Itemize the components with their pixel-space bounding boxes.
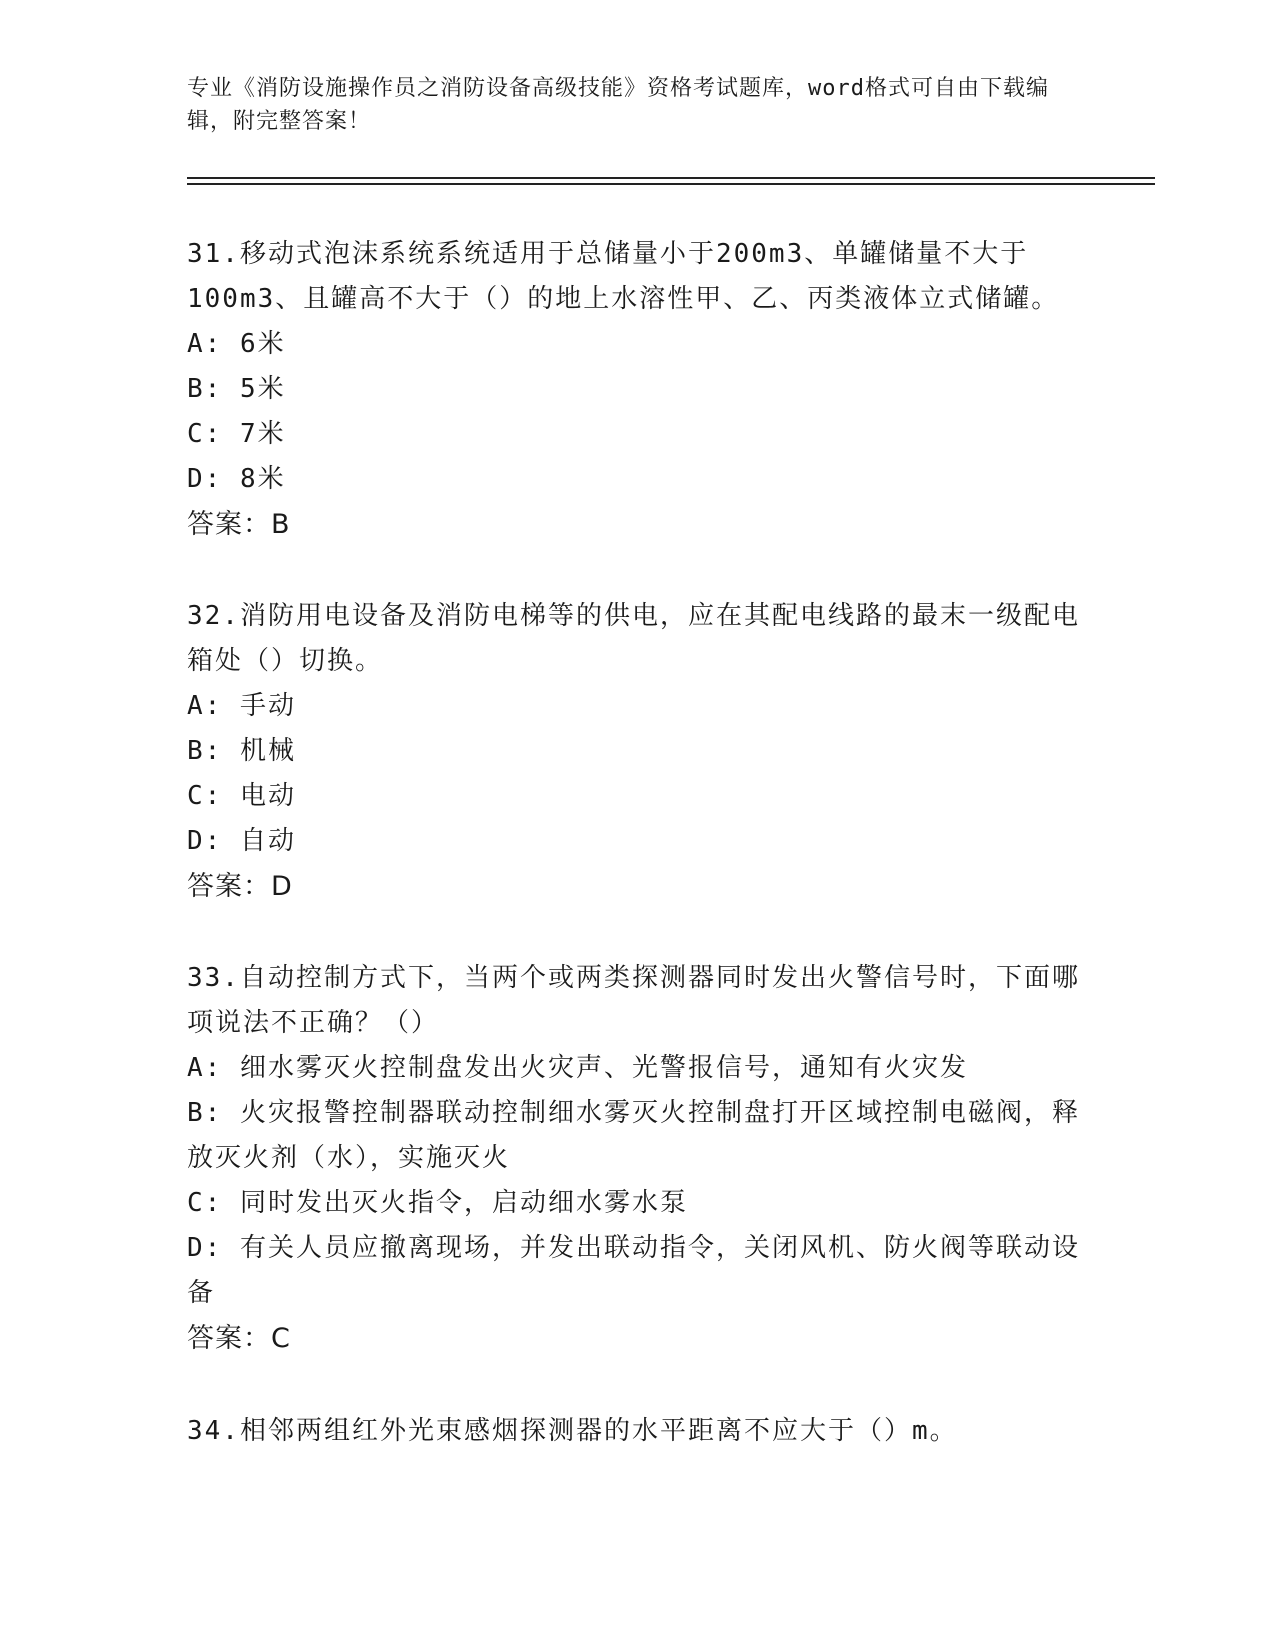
- question-32: [187, 594, 1087, 909]
- option-c: C: 同时发出灭火指令，启动细水雾水泵: [187, 1188, 688, 1218]
- option-b: B: 5米: [187, 374, 286, 404]
- option-d: D: 有关人员应撤离现场，并发出联动指令，关闭风机、防火阀等联动设备: [187, 1233, 1080, 1308]
- question-stem: 34.相邻两组红外光束感烟探测器的水平距离不应大于（）m。: [187, 1416, 958, 1446]
- option-d: D: 8米: [187, 464, 286, 494]
- question-33: [187, 956, 1087, 1361]
- option-c: C: 电动: [187, 781, 296, 811]
- header-note: 专业《消防设施操作员之消防设备高级技能》资格考试题库，word格式可自由下载编辑，附完整答案！: [187, 76, 1049, 134]
- question-stem: 31.移动式泡沫系统系统适用于总储量小于200m3、单罐储量不大于100m3、且罐高不大于（）的地上水溶性甲、乙、丙类液体立式储罐。: [187, 239, 1060, 314]
- option-a: A: 6米: [187, 329, 286, 359]
- option-b: B: 火灾报警控制器联动控制细水雾灭火控制盘打开区域控制电磁阀，释放灭火剂（水），实施灭火: [187, 1098, 1080, 1173]
- option-d: D: 自动: [187, 826, 296, 856]
- answer: 答案：D: [187, 871, 293, 902]
- option-a: A: 细水雾灭火控制盘发出火灾声、光警报信号，通知有火灾发: [187, 1053, 968, 1083]
- answer: 答案：C: [187, 1323, 291, 1354]
- header-divider-bottom: [187, 183, 1155, 185]
- option-a: A: 手动: [187, 691, 296, 721]
- question-stem: 33.自动控制方式下，当两个或两类探测器同时发出火警信号时，下面哪项说法不正确？（）: [187, 963, 1080, 1038]
- answer: 答案：B: [187, 509, 291, 540]
- option-b: B: 机械: [187, 736, 296, 766]
- header-divider-top: [187, 177, 1155, 179]
- question-stem: 32.消防用电设备及消防电梯等的供电，应在其配电线路的最末一级配电箱处（）切换。: [187, 601, 1080, 676]
- option-c: C: 7米: [187, 419, 286, 449]
- question-34: [187, 1409, 1087, 1454]
- question-31: [187, 232, 1087, 547]
